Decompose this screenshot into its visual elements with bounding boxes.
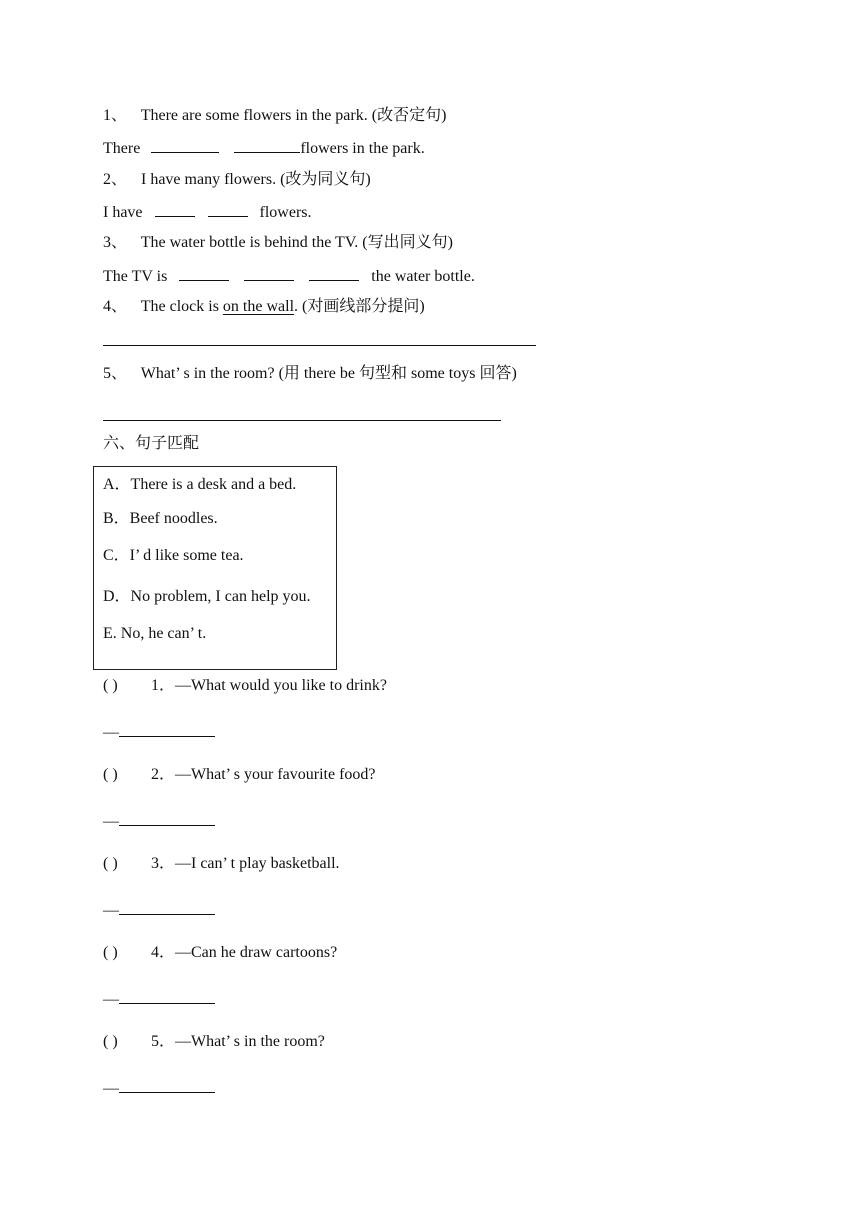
answer-line-4[interactable] — [103, 345, 536, 346]
match-question-text: 1．—What would you like to drink? — [151, 677, 387, 694]
fill-blank[interactable] — [151, 138, 219, 153]
fill-blank[interactable] — [208, 202, 248, 217]
answer-parentheses[interactable]: ( ) — [103, 855, 118, 872]
question-text: What’ s in the room? (用 there be 句型和 some toys 回答) — [140, 365, 517, 382]
question-text: The water bottle is behind the TV. (写出同义句) — [140, 234, 453, 251]
answer-3 — [103, 266, 475, 287]
question-5 — [103, 364, 517, 384]
fill-blank[interactable] — [119, 900, 215, 915]
question-number: 3、 — [103, 234, 128, 251]
question-text: There are some flowers in the park. (改否定句) — [140, 107, 447, 124]
match-question-3 — [103, 854, 340, 874]
dash: — — [103, 902, 119, 919]
match-question-text: 2．—What’ s your favourite food? — [151, 766, 376, 783]
question-4 — [103, 297, 425, 317]
fill-blank[interactable] — [244, 266, 294, 281]
match-answer-3[interactable] — [103, 900, 215, 921]
match-question-1 — [103, 676, 387, 696]
answer-start: I have — [103, 204, 143, 221]
fill-blank[interactable] — [119, 1078, 215, 1093]
dash: — — [103, 724, 119, 741]
answer-parentheses[interactable]: ( ) — [103, 766, 118, 783]
fill-blank[interactable] — [119, 989, 215, 1004]
match-answer-1[interactable] — [103, 722, 215, 743]
question-3 — [103, 233, 453, 253]
match-question-text: 3．—I can’ t play basketball. — [151, 855, 340, 872]
question-text-after: . (对画线部分提问) — [294, 298, 425, 315]
underlined-phrase: on the wall — [222, 298, 295, 315]
dash: — — [103, 813, 119, 830]
answer-start: There — [103, 140, 141, 157]
answer-parentheses[interactable]: ( ) — [103, 1033, 118, 1050]
fill-blank[interactable] — [234, 138, 300, 153]
answer-1 — [103, 138, 425, 159]
question-number: 5、 — [103, 365, 128, 382]
match-question-5 — [103, 1032, 325, 1052]
answer-start: The TV is — [103, 268, 168, 285]
section-title: 六、句子匹配 — [103, 435, 200, 452]
fill-blank[interactable] — [119, 722, 215, 737]
answer-end: flowers. — [259, 204, 312, 221]
question-number: 4、 — [103, 298, 128, 315]
dash: — — [103, 1080, 119, 1097]
answer-line-5[interactable] — [103, 420, 501, 421]
fill-blank[interactable] — [179, 266, 229, 281]
answer-parentheses[interactable]: ( ) — [103, 677, 118, 694]
match-question-text: 5．—What’ s in the room? — [151, 1033, 325, 1050]
dash: — — [103, 991, 119, 1008]
option-b: B．Beef noodles. — [103, 510, 218, 527]
answer-end: the water bottle. — [371, 268, 475, 285]
fill-blank[interactable] — [119, 811, 215, 826]
question-1 — [103, 106, 446, 126]
answer-2 — [103, 202, 312, 223]
option-c: C．I’ d like some tea. — [103, 547, 244, 564]
match-question-2 — [103, 765, 376, 785]
answer-end: flowers in the park. — [300, 140, 425, 157]
question-2 — [103, 170, 371, 190]
question-text: I have many flowers. (改为同义句) — [141, 171, 371, 188]
option-e: E. No, he can’ t. — [103, 625, 207, 642]
fill-blank[interactable] — [155, 202, 195, 217]
answer-parentheses[interactable]: ( ) — [103, 944, 118, 961]
question-text-before: The clock is — [140, 298, 223, 315]
match-answer-2[interactable] — [103, 811, 215, 832]
match-question-text: 4．—Can he draw cartoons? — [151, 944, 338, 961]
match-question-4 — [103, 943, 337, 963]
option-a: A．There is a desk and a bed. — [103, 476, 297, 493]
option-d: D．No problem, I can help you. — [103, 588, 311, 605]
match-answer-4[interactable] — [103, 989, 215, 1010]
question-number: 2、 — [103, 171, 128, 188]
match-answer-5[interactable] — [103, 1078, 215, 1099]
question-number: 1、 — [103, 107, 128, 124]
fill-blank[interactable] — [309, 266, 359, 281]
